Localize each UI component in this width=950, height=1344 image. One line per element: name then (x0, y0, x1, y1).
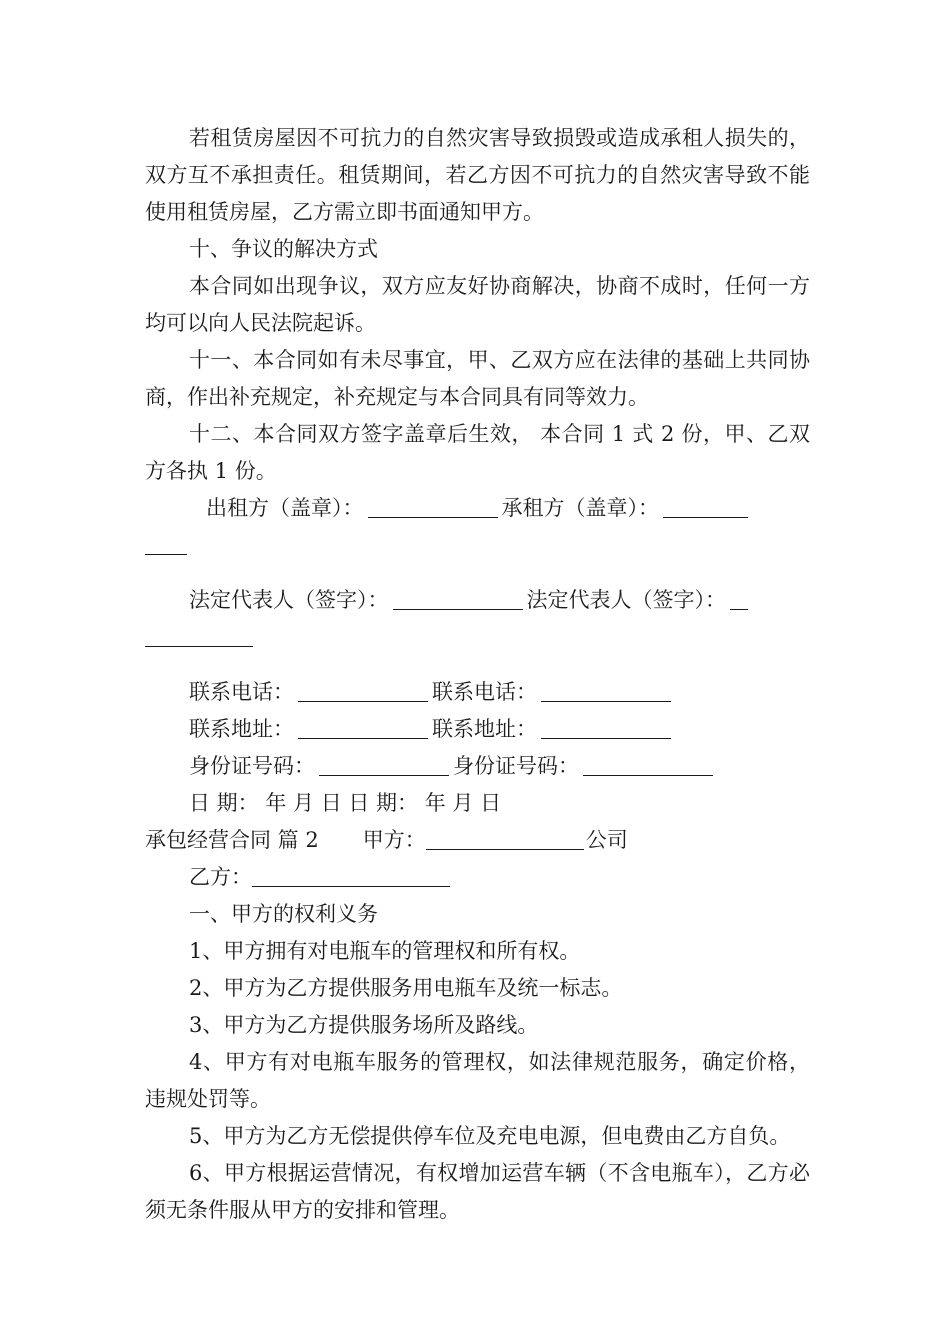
legal-rep-1-label: 法定代表人（签字）： (189, 588, 389, 612)
legal-rep-row-wrap (145, 619, 810, 656)
contract-2-item: 3、甲方为乙方提供服务场所及路线。 (189, 1013, 539, 1037)
party-b-label: 乙方： (189, 865, 252, 889)
contract-2-item: 5、甲方为乙方无偿提供停车位及充电电源，但电费由乙方自负。 (189, 1124, 791, 1148)
address-1-label: 联系地址： (189, 717, 294, 741)
section-10-body: 本合同如出现争议，双方应友好协商解决，协商不成时，任何一方均可以向人民法院起诉。 (145, 274, 810, 335)
contract-2-item: 4、甲方有对电瓶车服务的管理权，如法律规范服务，确定价格，违规处罚等。 (145, 1050, 810, 1111)
id-2-label: 身份证号码： (453, 754, 579, 778)
phone-row (145, 674, 810, 711)
id-1-label: 身份证号码： (189, 754, 315, 778)
phone-2-label: 联系电话： (432, 680, 537, 704)
lessor-seal-blank (368, 495, 498, 518)
legal-rep-1-blank (393, 587, 523, 610)
id-2-blank (583, 753, 713, 776)
party-a-label: 甲方： (362, 828, 426, 852)
legal-rep-row (145, 582, 810, 619)
contract-2-header (145, 822, 810, 859)
document-body (145, 120, 810, 1229)
contract-2-section-1-title: 一、甲方的权利义务 (189, 902, 378, 926)
spacer (145, 564, 810, 582)
phone-1-blank (298, 679, 428, 702)
address-1-blank (298, 716, 428, 739)
section-12-paragraph: 十二、本合同双方签字盖章后生效， 本合同 1 式 2 份，甲、乙双方各执 1 份。 (145, 422, 810, 483)
lessee-seal-blank (663, 495, 748, 518)
date-line: 日 期： 年 月 日 日 期： 年 月 日 (189, 791, 502, 815)
party-b-row (145, 859, 810, 896)
seal-row-wrap (145, 527, 810, 564)
seal-row (145, 490, 810, 527)
contract-2-item: 6、甲方根据运营情况，有权增加运营车辆（不含电瓶车），乙方必须无条件服从甲方的安排和管理。 (145, 1161, 810, 1222)
contract-2-title: 承包经营合同 篇 2 (145, 828, 319, 852)
contract-2-item: 2、甲方为乙方提供服务用电瓶车及统一标志。 (189, 976, 623, 1000)
force-majeure-paragraph: 若租赁房屋因不可抗力的自然灾害导致损毁或造成承租人损失的，双方互不承担责任。租赁期间，若乙方因不可抗力的自然灾害导致不能使用租赁房屋，乙方需立即书面通知甲方。 (145, 126, 810, 224)
party-b-blank (252, 864, 450, 887)
contract-2-item: 1、甲方拥有对电瓶车的管理权和所有权。 (189, 939, 581, 963)
address-row (145, 711, 810, 748)
phone-1-label: 联系电话： (189, 680, 294, 704)
section-10-title: 十、争议的解决方式 (189, 237, 378, 261)
lessee-seal-blank-cont (145, 532, 187, 555)
legal-rep-2-label: 法定代表人（签字）： (526, 588, 726, 612)
id-row (145, 748, 810, 785)
party-a-suffix: 公司 (585, 828, 628, 852)
address-2-label: 联系地址： (432, 717, 537, 741)
section-11-paragraph: 十一、本合同如有未尽事宜，甲、乙双方应在法律的基础上共同协商，作出补充规定，补充规定与本合同具有同等效力。 (145, 348, 810, 409)
phone-2-blank (541, 679, 671, 702)
lessee-seal-label: 承租方（盖章）： (501, 496, 659, 520)
date-row (145, 785, 810, 822)
legal-rep-2-blank (730, 587, 748, 610)
spacer (145, 656, 810, 674)
lessor-seal-label: 出租方（盖章）： (206, 496, 364, 520)
party-a-blank (426, 827, 584, 850)
id-1-blank (319, 753, 449, 776)
address-2-blank (541, 716, 671, 739)
legal-rep-2-blank-cont (145, 624, 253, 647)
